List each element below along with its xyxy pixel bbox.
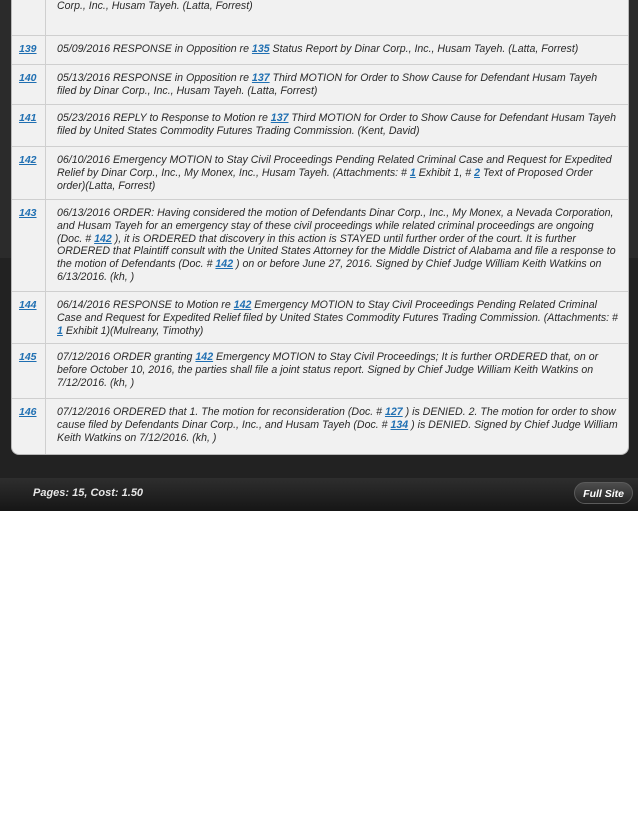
docket-row xyxy=(12,398,628,454)
docket-row xyxy=(12,343,628,399)
doc-ref-link[interactable]: 2 xyxy=(474,166,480,179)
docket-number-link[interactable]: 142 xyxy=(19,154,37,166)
docket-row xyxy=(12,64,628,105)
docket-text: 05/09/2016 RESPONSE in Opposition re 135 Status Report by Dinar Corp., Inc., Husam Tayeh. (Latta, Forrest) xyxy=(57,43,579,55)
docket-number-link[interactable]: 139 xyxy=(19,43,37,55)
docket-number-link[interactable]: 144 xyxy=(19,299,37,311)
docket-number-link[interactable]: 141 xyxy=(19,112,37,124)
docket-text: 07/12/2016 ORDERED that 1. The motion for reconsideration (Doc. # 127 ) is DENIED. 2. The motion for order to show cause filed by Defendants Dinar Corp., Inc., and Husam Tayeh (Doc. # 134 ) is DENIED. Signed by Chief Judge William Keith Watkins on 7/12/2016. (kh, ) xyxy=(57,406,618,444)
docket-number-cell xyxy=(12,0,46,35)
docket-number-link[interactable]: 140 xyxy=(19,72,37,84)
doc-ref-link[interactable]: 134 xyxy=(390,418,409,431)
docket-number-link[interactable]: 145 xyxy=(19,351,37,363)
footer-bar xyxy=(0,478,638,511)
docket-number-cell xyxy=(12,199,46,291)
docket-row xyxy=(12,291,628,344)
doc-ref-link[interactable]: 127 xyxy=(384,406,403,418)
full-site-button[interactable]: Full Site xyxy=(574,482,633,504)
docket-text: 06/14/2016 RESPONSE to Motion re 142 Emergency MOTION to Stay Civil Proceedings Pending Related Criminal Case and Request for Expedited Relief filed by United States Commodity Futures Trading Commission. (Attachments: # 1 Exhibit 1)(Mulreany, Timothy) xyxy=(57,299,618,337)
docket-number-cell xyxy=(12,146,46,199)
doc-ref-link[interactable]: 1 xyxy=(409,166,416,179)
docket-text: Corp., Inc., Husam Tayeh. (Latta, Forrest) xyxy=(57,0,253,12)
docket-number-cell xyxy=(12,343,46,398)
docket-row xyxy=(12,199,628,292)
docket-text: 06/13/2016 ORDER: Having considered the motion of Defendants Dinar Corp., Inc., My Monex, a Nevada Corporation, and Husam Tayeh for an emergency stay of these civil proceedings while related criminal proceedings are ongoing (Doc. # 142 ), it is ORDERED that discovery in this action is STAYED until further order of the court. It is further ORDERED that Plaintiff consult with the United States Attorney for the Middle District of Alabama and file a response to the motion of Defendants (Doc. # 142 ) on or before June 27, 2016. Signed by Chief Judge William Keith Watkins on 6/13/2016. (kh, ) xyxy=(57,207,616,283)
doc-ref-link[interactable]: 137 xyxy=(251,72,270,84)
docket-number-link[interactable]: 143 xyxy=(19,207,37,219)
docket-number-cell xyxy=(12,104,46,146)
docket-row xyxy=(12,146,628,200)
doc-ref-link[interactable]: 142 xyxy=(94,232,112,245)
docket-row xyxy=(12,35,628,65)
docket-text: 05/13/2016 RESPONSE in Opposition re 137 Third MOTION for Order to Show Cause for Defendant Husam Tayeh filed by Dinar Corp., Inc., Husam Tayeh. (Latta, Forrest) xyxy=(57,72,598,97)
docket-number-cell xyxy=(12,35,46,64)
doc-ref-link[interactable]: 135 xyxy=(251,43,270,55)
docket-text: 07/12/2016 ORDER granting 142 Emergency MOTION to Stay Civil Proceedings; It is further ORDERED that, on or before October 10, 2016, the parties shall file a joint status report. Signed by Chief Judge William Keith Watkins on 7/12/2016. (kh, ) xyxy=(57,351,599,389)
doc-ref-link[interactable]: 142 xyxy=(215,258,234,271)
docket-text: 06/10/2016 Emergency MOTION to Stay Civil Proceedings Pending Related Criminal Case and Request for Expedited Relief by Dinar Corp., Inc., My Monex, Inc., Husam Tayeh. (Attachments: # 1 Exhibit 1, # 2 Text of Proposed Order order)(Latta, Forrest) xyxy=(57,154,612,192)
docket-number-cell xyxy=(12,291,46,343)
docket-row xyxy=(12,104,628,147)
pages-cost-info: Pages: 15, Cost: 1.50 xyxy=(33,487,144,499)
doc-ref-link[interactable]: 142 xyxy=(233,299,252,311)
docket-number-cell xyxy=(12,398,46,454)
doc-ref-link[interactable]: 1 xyxy=(57,324,63,337)
docket-number-link[interactable]: 146 xyxy=(19,406,37,418)
docket-text: 05/23/2016 REPLY to Response to Motion re 137 Third MOTION for Order to Show Cause for Defendant Husam Tayeh filed by United States Commodity Futures Trading Commission. (Kent, David) xyxy=(57,112,617,137)
docket-entries-panel xyxy=(11,0,629,455)
doc-ref-link[interactable]: 142 xyxy=(195,351,214,363)
doc-ref-link[interactable]: 137 xyxy=(270,112,289,124)
docket-row xyxy=(12,0,628,36)
docket-number-cell xyxy=(12,64,46,104)
